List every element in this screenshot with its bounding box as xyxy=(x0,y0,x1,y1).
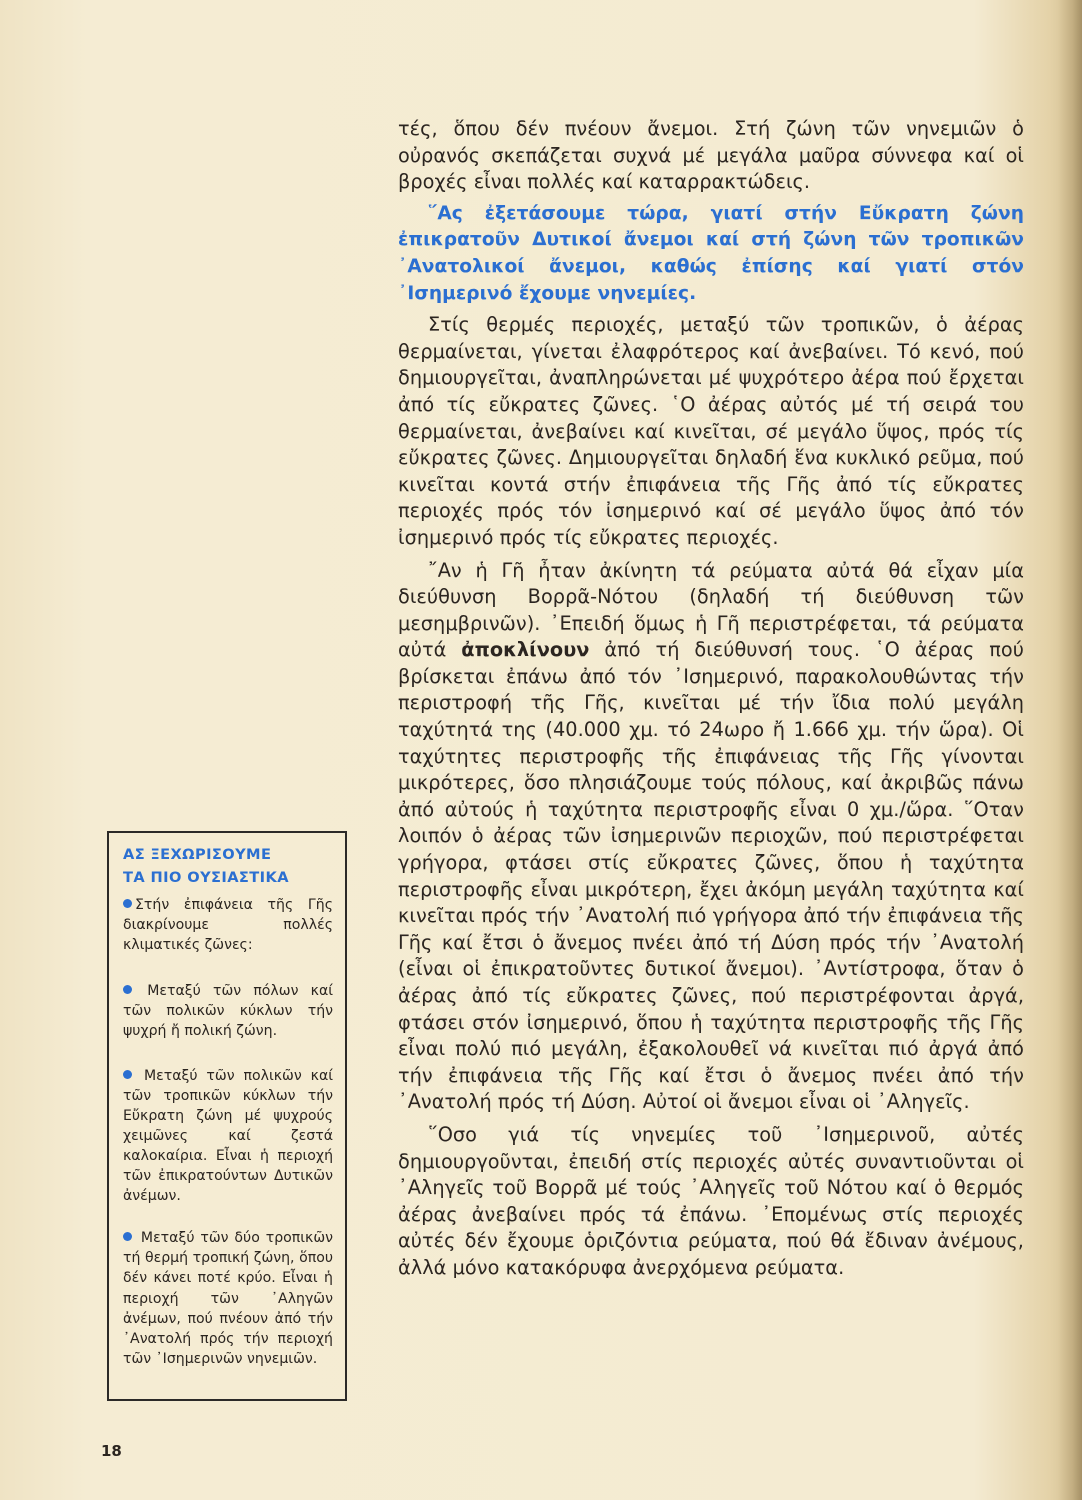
bullet-icon xyxy=(123,1070,132,1079)
summary-item xyxy=(123,895,333,955)
summary-item-text: Μεταξύ τῶν δύο τροπικῶν τή θερμή τροπική ζώνη, ὅπου δέν κάνει ποτέ κρύο. Εἶναι ἡ περιοχή τῶν ᾿Αληγῶν ἀνέμων, πού πνέουν ἀπό τήν ᾿Ανατολή πρός τήν περιοχή τῶν ᾿Ισημερινῶν νηνεμιῶν. xyxy=(123,1230,334,1367)
summary-title xyxy=(123,843,333,889)
bullet-icon xyxy=(123,985,132,994)
summary-box xyxy=(107,831,347,1401)
highlight-question: ῞Ας ἐξετάσουμε τώρα, γιατί στήν Εὔκρατη ζώνη ἐπικρατοῦν Δυτικοί ἄνεμοι καί στή ζώνη τῶν τροπικῶν ᾿Ανατολικοί ἄνεμοι, καθώς ἐπίσης καί γιατί στόν ᾿Ισημερινό ἔχουμε νηνεμίες. xyxy=(398,202,1024,304)
summary-title-line-2: ΤΑ ΠΙΟ ΟΥΣΙΑΣΤΙΚΑ xyxy=(123,869,289,886)
summary-item xyxy=(123,981,333,1041)
page-number: 18 xyxy=(101,1442,122,1460)
bullet-icon xyxy=(123,899,132,908)
paragraph-2: Στίς θερμές περιοχές, μεταξύ τῶν τροπικῶν, ὁ ἀέρας θερμαίνεται, γίνεται ἐλαφρότερος καί ἀνεβαίνει. Τό κενό, πού δημιουργεῖται, ἀναπληρώνεται μέ ψυχρότερο ἀέρα πού ἔρχεται ἀπό τίς εὔκρατες ζῶνες. ῾Ο ἀέρας αὐτός μέ τή σειρά του θερμαίνεται, ἀνεβαίνει καί κινεῖται, σέ μεγάλο ὕψος, πρός τίς εὔκρατες ζῶνες. Δημιουργεῖται δηλαδή ἕνα κυκλικό ρεῦμα, πού κινεῖται κοντά στήν ἐπιφάνεια τῆς Γῆς ἀπό τίς εὔκρατες περιοχές πρός τόν ἰσημερινό καί σέ μεγάλο ὕψος ἀπό τόν ἰσημερινό πρός τίς εὔκρατες περιοχές. xyxy=(398,313,1024,549)
paragraph-1: τές, ὅπου δέν πνέουν ἄνεμοι. Στή ζώνη τῶν νηνεμιῶν ὁ οὐρανός σκεπάζεται συχνά μέ μεγάλα μαῦρα σύννεφα καί οἱ βροχές εἶναι πολλές καί καταρρακτώδεις. xyxy=(398,117,1024,194)
summary-item-text: Μεταξύ τῶν πολικῶν καί τῶν τροπικῶν κύκλων τήν Εὔκρατη ζώνη μέ ψυχρούς χειμῶνες καί ζεστά καλοκαίρια. Εἶναι ἡ περιοχή τῶν ἐπικρατούντων Δυτικῶν ἀνέμων. xyxy=(123,1067,334,1205)
page-fold-shadow xyxy=(1058,0,1082,1500)
summary-item-text: Μεταξύ τῶν πόλων καί τῶν πολικῶν κύκλων τήν ψυχρή ἤ πολική ζώνη. xyxy=(123,983,334,1040)
summary-item xyxy=(123,1228,333,1369)
paragraph-4: ῞Οσο γιά τίς νηνεμίες τοῦ ᾿Ισημερινοῦ, αὐτές δημιουργοῦνται, ἐπειδή στίς περιοχές αὐτές συναντιοῦνται οἱ ᾿Αληγεῖς τοῦ Βορρᾶ μέ τούς ᾿Αληγεῖς τοῦ Νότου καί ὁ θερμός ἀέρας ἀνεβαίνει πρός τά ἐπάνω. ᾿Επομένως στίς περιοχές αὐτές δέν ἔχουμε ὁριζόντια ρεύματα, πού θά ἔδιναν ἀνέμους, ἀλλά μόνο κατακόρυφα ἀνερχόμενα ρεύματα. xyxy=(398,1122,1024,1279)
paragraph-3-end: ἀπό τή διεύθυνσή τους. ῾Ο ἀέρας πού βρίσκεται ἐπάνω ἀπό τόν ᾿Ισημερινό, παρακολουθώντας τήν περιστροφή τῆς Γῆς, κινεῖται μέ τήν ἴδια πολύ μεγάλη ταχύτητά της (40.000 χμ. τό 24ωρο ἤ 1.666 χμ. τήν ὥρα). Οἱ ταχύτητες περιστροφῆς τῆς ἐπιφάνειας τῆς Γῆς γίνονται μικρότερες, ὅσο πλησιάζουμε τούς πόλους, καί ἀκριβῶς πάνω ἀπό αὐτούς ἡ ταχύτητα περιστροφῆς εἶναι 0 χμ./ὥρα. ῞Οταν λοιπόν ὁ ἀέρας τῶν ἰσημερινῶν περιοχῶν, πού περιστρέφεται γρήγορα, φτάσει στίς εὔκρατες ζῶνες, ὅπου ἡ ταχύτητα περιστροφῆς εἶναι μικρότερη, ἔχει ἀκόμη μεγάλη ταχύτητα καί κινεῖται πρός τήν ᾿Ανατολή πιό γρήγορα ἀπό τήν ἐπιφάνεια τῆς Γῆς καί ἔτσι ὁ ἄνεμος πνέει ἀπό τή Δύση πρός τήν ᾿Ανατολή (εἶναι οἱ ἐπικρατοῦντες δυτικοί ἄνεμοι). ᾿Αντίστροφα, ὅταν ὁ ἀέρας ἀπό τίς εὔκρατες ζῶνες, πού περιστρέφονται ἀργά, φτάσει στόν ἰσημερινό, ὅπου ἡ ταχύτητα περιστροφῆς τῆς Γῆς εἶναι πολύ πιό μεγάλη, ἐξακολουθεῖ νά κινεῖται πιό ἀργά ἀπό τήν ἐπιφάνεια τῆς Γῆς καί ἔτσι ὁ ἄνεμος πνέει ἀπό τήν ᾿Ανατολή πρός τή Δύση. Αὐτοί οἱ ἄνεμοι εἶναι οἱ ᾿Αληγεῖς. xyxy=(398,638,1024,1114)
main-text-column xyxy=(398,116,1024,1282)
summary-item-text: Στήν ἐπιφάνεια τῆς Γῆς διακρίνουμε πολλές κλιματικές ζῶνες: xyxy=(123,897,333,954)
bold-term: ἀποκλίνουν xyxy=(461,638,590,662)
summary-title-line-1: ΑΣ ΞΕΧΩΡΙΣΟΥΜΕ xyxy=(123,846,272,863)
summary-item xyxy=(123,1066,333,1207)
paragraph-3-start: ῎Αν ἡ Γῆ ἦταν ἀκίνητη τά ρεύματα αὐτά θά εἶχαν μία διεύθυνση Βορρᾶ-Νότου (δηλαδή τή διεύθυνση τῶν μεσημβρινῶν). ᾿Επειδή ὅμως ἡ Γῆ περιστρέφεται, τά ρεύματα αὐτά xyxy=(398,558,1024,662)
paragraph-3 xyxy=(398,558,1024,1116)
bullet-icon xyxy=(123,1232,132,1241)
